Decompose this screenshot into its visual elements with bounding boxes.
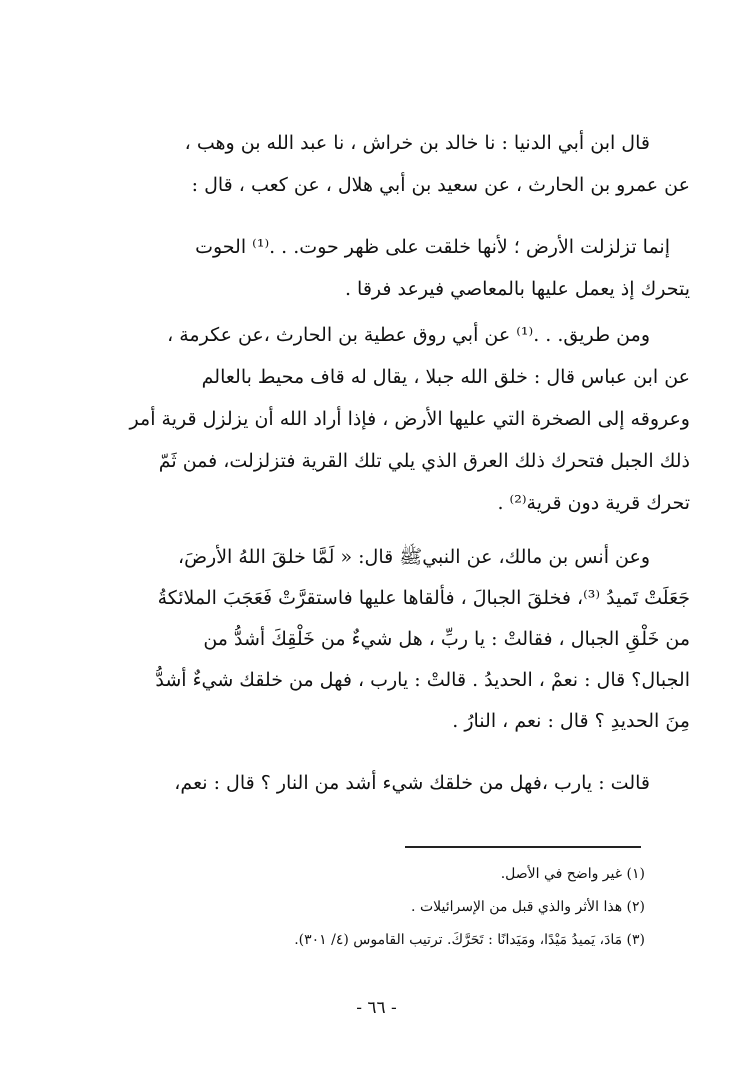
paragraph-anas-hadith — [70, 537, 690, 742]
paragraph-earth-on-whale — [70, 226, 690, 310]
text-line: تحرك قرية دون قرية⁽²⁾ . — [497, 492, 690, 514]
text-line: مِنَ الحديدِ ؟ قال : نعم ، النارُ . — [452, 710, 690, 732]
text-line: عن عمرو بن الحارث ، عن سعيد بن أبي هلال ، عن كعب ، قال : — [191, 174, 690, 196]
text-line: ذلك الجبل فتحرك ذلك العرق الذي يلي تلك القرية فتزلزلت، فمن ثَمّ — [158, 450, 690, 472]
footnote-2: (٢) هذا الأثر والذي قبل من الإسرائيلات . — [411, 899, 645, 915]
footnote-1: (١) غير واضح في الأصل. — [500, 866, 645, 882]
text-line: وعروقه إلى الصخرة التي عليها الأرض ، فإذا أراد الله أن يزلزل قرية أمر — [129, 408, 690, 430]
text-line: جَعَلَتْ تَميدُ ⁽³⁾، فخلقَ الجبالَ ، فألقاها عليها فاستقرَّتْ فَعَجَبَ الملائكةُ — [157, 587, 690, 609]
paragraph-mount-qaf — [70, 314, 690, 524]
footnotes — [70, 858, 645, 957]
paragraph-continuation — [70, 762, 690, 804]
text-line: قالت : يارب ،فهل من خلقك شيء أشد من النار ؟ قال : نعم، — [174, 772, 650, 794]
footnote-3: (٣) مَادَ، يَميدُ مَيْدًا، ومَيَدانًا : تَحَرَّكَ. ترتيب القاموس (٤/ ٣٠١). — [294, 932, 645, 948]
page-number: - ٦٦ - — [356, 998, 397, 1018]
text-line: قال ابن أبي الدنيا : نا خالد بن خراش ، نا عبد الله بن وهب ، — [184, 132, 650, 154]
paragraph-isnad-kaab — [70, 122, 690, 206]
text-line: من خَلْقِ الجبال ، فقالتْ : يا ربِّ ، هل شيءٌ من خَلْقِكَ أشدُّ من — [203, 628, 690, 650]
text-line: إنما تزلزلت الأرض ؛ لأنها خلقت على ظهر حوت. . .⁽¹⁾ الحوت — [195, 236, 670, 258]
text-line: ومن طريق. . .⁽¹⁾ عن أبي روق عطية بن الحارث ،عن عكرمة ، — [167, 324, 650, 346]
text-line: الجبال؟ قال : نعمْ ، الحديدُ . قالتْ : يارب ، فهل من خلقك شيءٌ أشدُّ — [155, 669, 690, 691]
footnote-divider — [405, 846, 641, 848]
text-line: يتحرك إذ يعمل عليها بالمعاصي فيرعد فرقا . — [344, 278, 690, 300]
text-line: وعن أنس بن مالك، عن النبيﷺ قال: « لَمَّا خلقَ اللهُ الأرضَ، — [177, 546, 650, 568]
text-line: عن ابن عباس قال : خلق الله جبلا ، يقال له قاف محيط بالعالم — [201, 366, 690, 388]
